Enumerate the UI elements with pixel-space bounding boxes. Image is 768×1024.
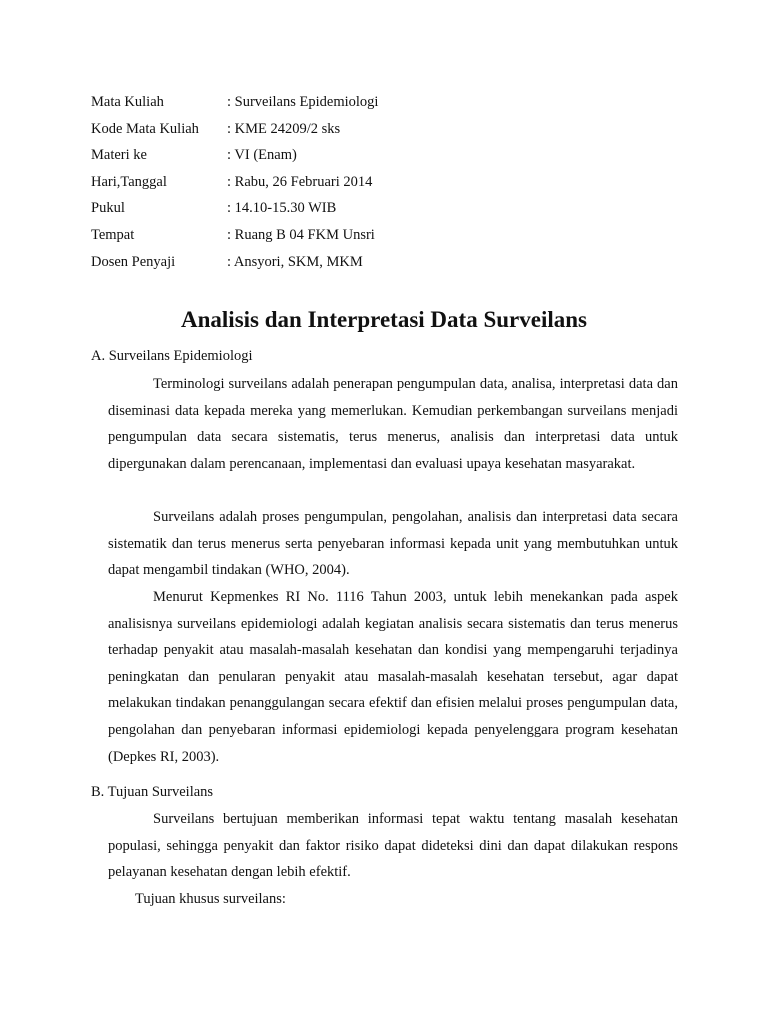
course-info-value: : Ansyori, SKM, MKM [227,253,363,270]
course-info-row [91,142,691,169]
course-info-row [91,249,691,276]
section-b-heading: B. Tujuan Surveilans [91,784,214,800]
course-info-label: Pukul [91,200,125,217]
document-title: Analisis dan Interpretasi Data Surveilans [181,307,587,332]
paragraph: Menurut Kepmenkes RI No. 1116 Tahun 2003, untuk lebih menekankan pada aspek analisisnya surveilans epidemiologi adalah kegiatan analisis secara sistematis dan terus menerus terhadap penyakit atau masalah-masalah kesehatan dan kondisi yang mempengaruhi terjadinya peningkatan dan penularan penyakit atau masalah-masalah kesehatan tersebut, agar dapat melakukan tindakan penanggulangan secara efektif dan efisien melalui proses pengumpulan data, pengolahan dan penyebaran informasi epidemiologi kepada penyelenggara program kesehatan (Depkes RI, 2003). [108,589,678,765]
course-info-label: Dosen Penyaji [91,253,176,270]
course-info-row [91,169,691,196]
course-info-value: : 14.10-15.30 WIB [227,200,337,217]
course-info-label: Hari,Tanggal [91,173,167,190]
course-info-label: Tempat [91,226,135,243]
course-info-row [91,222,691,249]
course-info-value: : Ruang B 04 FKM Unsri [227,226,375,243]
paragraph: Surveilans adalah proses pengumpulan, pengolahan, analisis dan interpretasi data secara sistematik dan terus menerus serta penyebaran informasi kepada unit yang membutuhkan untuk dapat mengambil tindakan (WHO, 2004). [108,509,678,579]
course-info-row [91,116,691,143]
course-info-label: Materi ke [91,147,147,164]
course-info-label: Kode Mata Kuliah [91,120,199,137]
course-info-value: : Surveilans Epidemiologi [227,94,379,110]
section-a-heading: A. Surveilans Epidemiologi [91,348,253,364]
paragraph: Surveilans bertujuan memberikan informasi tepat waktu tentang masalah kesehatan populasi, sehingga penyakit dan faktor risiko dapat dideteksi dini dan dapat dilakukan respons pelayanan kesehatan dengan lebih efektif. [108,811,678,881]
course-info-label: Mata Kuliah [91,94,164,110]
subheading: Tujuan khusus surveilans: [135,891,286,907]
course-info-value: : KME 24209/2 sks [227,120,341,137]
course-info-value: : Rabu, 26 Februari 2014 [227,173,373,190]
course-info-row [91,195,691,222]
course-info-row [91,89,691,116]
course-info-value: : VI (Enam) [227,147,297,164]
course-info [91,89,691,275]
paragraph: Terminologi surveilans adalah penerapan pengumpulan data, analisa, interpretasi data dan diseminasi data kepada mereka yang memerlukan. Kemudian perkembangan surveilans menjadi pengumpulan data secara sistematis, terus menerus, analisis dan interpretasi data untuk dipergunakan dalam perencanaan, implementasi dan evaluasi upaya kesehatan masyarakat. [108,376,678,472]
